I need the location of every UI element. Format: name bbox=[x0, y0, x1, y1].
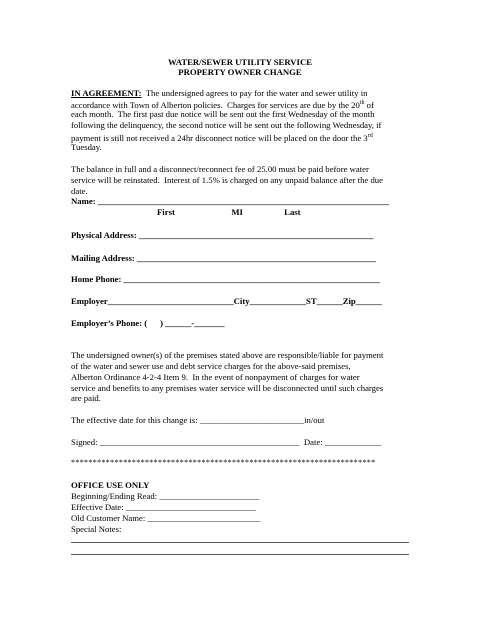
agreement-line-5: payment is still not received a 24hr disconnect notice will be placed on the door the 3rd bbox=[71, 132, 373, 143]
balance-line-3: date. bbox=[71, 186, 88, 196]
form-subtitle: PROPERTY OWNER CHANGE bbox=[178, 67, 302, 77]
agreement-line-4: following the delinquency, the second notice will be sent out the following Wednesday, if bbox=[71, 120, 382, 130]
agreement-heading: IN AGREEMENT: bbox=[71, 88, 142, 98]
old-customer-name-field[interactable]: Old Customer Name: __________________________ bbox=[71, 513, 261, 523]
agreement-line-1: IN AGREEMENT: The undersigned agrees to pay for the water and sewer utility in bbox=[71, 88, 368, 98]
office-use-heading: OFFICE USE ONLY bbox=[71, 480, 150, 490]
home-phone-field[interactable]: Home Phone: ___________________________________________________________ bbox=[71, 274, 380, 284]
responsibility-line-5: are paid. bbox=[71, 393, 101, 403]
responsibility-line-3: Alberton Ordinance 4-2-4 Item 9. In the event of nonpayment of charges for water bbox=[71, 372, 360, 382]
special-notes-line-1[interactable] bbox=[71, 542, 409, 543]
separator-stars: ********************************************************************** bbox=[71, 458, 376, 467]
balance-line-1: The balance in full and a disconnect/reconnect fee of 25.00 must be paid before water bbox=[71, 164, 369, 174]
signature-line[interactable]: Signed: ______________________________________________ Date: _____________ bbox=[71, 437, 382, 447]
name-sublabels: First MI Last bbox=[157, 207, 301, 217]
agreement-line-2: accordance with Town of Alberton policies. Charges for services are due by the 20th of bbox=[71, 99, 374, 110]
employer-field[interactable]: Employer_____________________________City_____________ST______Zip______ bbox=[71, 296, 382, 306]
employer-phone-field[interactable]: Employer’s Phone: ( ) ______-_______ bbox=[71, 318, 225, 328]
special-notes-label: Special Notes: bbox=[71, 524, 122, 534]
balance-line-2: service will be reinstated. Interest of 1.5% is charged on any unpaid balance after the due bbox=[71, 175, 383, 185]
effective-date-line[interactable]: The effective date for this change is: ________________________in/out bbox=[71, 415, 325, 425]
name-field[interactable]: Name: ___________________________________________________________________ bbox=[71, 196, 389, 206]
physical-address-field[interactable]: Physical Address: ______________________________________________________ bbox=[71, 230, 374, 240]
mailing-address-field[interactable]: Mailing Address: _______________________________________________________ bbox=[71, 253, 376, 263]
agreement-line-3: each month. The first past due notice will be sent out the first Wednesday of the month bbox=[71, 109, 375, 119]
agreement-line-6: Tuesday. bbox=[71, 142, 102, 152]
form-title: WATER/SEWER UTILITY SERVICE bbox=[167, 57, 313, 67]
responsibility-line-2: of the water and sewer use and debt service charges for the above-said premises, bbox=[71, 361, 351, 371]
beginning-ending-read-field[interactable]: Beginning/Ending Read: _______________________ bbox=[71, 491, 260, 501]
responsibility-line-4: service and benefits to any premises water service will be disconnected until such charges bbox=[71, 383, 384, 393]
responsibility-line-1: The undersigned owner(s) of the premises stated above are responsible/liable for payment bbox=[71, 350, 384, 360]
effective-date-field[interactable]: Effective Date: ______________________________ bbox=[71, 502, 257, 512]
special-notes-line-2[interactable] bbox=[71, 554, 409, 555]
